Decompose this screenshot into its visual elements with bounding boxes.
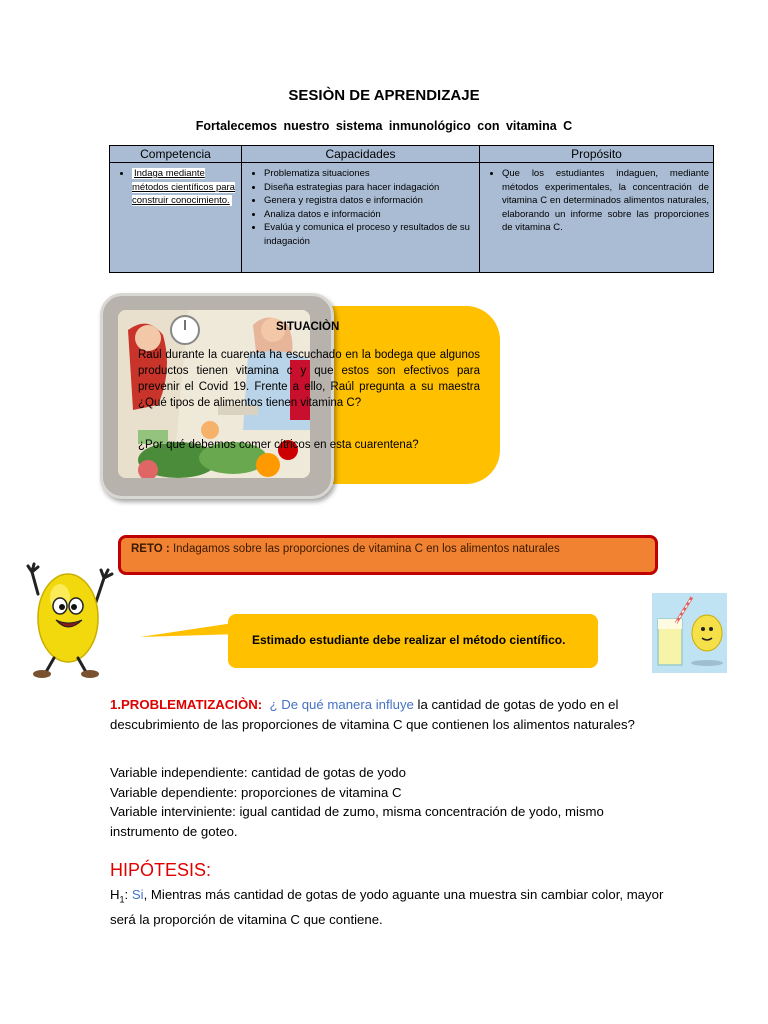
capacidad-item: • Analiza datos e información	[264, 208, 475, 222]
speech-bubble-tail	[140, 620, 240, 640]
variable-independiente: Variable independiente: cantidad de gotas de yodo	[110, 765, 406, 780]
capacidad-item: • Diseña estrategias para hacer indagación	[264, 181, 475, 195]
competencia-text: Indaga mediante métodos científicos para construir conocimiento.	[132, 168, 235, 206]
page-title: SESIÒN DE APRENDIZAJE	[288, 87, 480, 104]
capacidad-item: • Problematiza situaciones	[264, 167, 475, 181]
hipotesis-h: H	[110, 887, 120, 902]
capacidades-cell	[242, 163, 480, 273]
situation-title: SITUACIÒN	[276, 321, 340, 333]
page-subtitle: Fortalecemos nuestro sistema inmunológico con vitamina C	[195, 119, 573, 133]
proposito-text: • Que los estudiantes indaguen, mediante métodos experimentales, la concentración de vitamina C en determinados alimentos naturales, elaborando un informe sobre las proporciones de vitamina C.	[502, 167, 709, 235]
hipotesis-title: HIPÓTESIS:	[110, 860, 212, 880]
reto-text	[131, 543, 560, 555]
competency-table	[109, 145, 714, 273]
lemon-character-icon	[24, 562, 114, 680]
speech-text: Estimado estudiante debe realizar el método científico.	[252, 633, 566, 647]
hipotesis-text: , Mientras más cantidad de gotas de yodo aguante una muestra sin cambiar color, mayor será la proporción de vitamina C que contiene.	[110, 887, 664, 928]
hipotesis-sub: 1	[119, 894, 125, 905]
problem-label: 1.PROBLEMATIZACIÒN:	[110, 697, 263, 712]
hipotesis-paragraph	[110, 885, 670, 930]
situation-text: Raúl durante la cuarenta ha escuchado en la bodega que algunos productos tienen vitamina c y que estos son efectivos para prevenir el Covid 19. Frente a ello, Raúl pregunta a su maestra ¿Qué tipos de alimentos tienen vitamina C?	[138, 349, 480, 409]
variables-list	[110, 763, 670, 841]
problem-rest: la cantidad de gotas de yodo en el descubrimiento de las proporciones de vitamina C que contienen los alimentos naturales?	[110, 697, 635, 732]
problem-question: ¿ De qué manera influye	[269, 697, 414, 712]
hipotesis-si: Si	[131, 887, 144, 902]
table-header-capacidades: Capacidades	[242, 146, 480, 163]
table-header-competencia: Competencia	[110, 146, 242, 163]
reto-label: RETO :	[131, 543, 170, 555]
reto-box	[118, 535, 658, 575]
problem-paragraph	[110, 695, 670, 734]
lemonade-glass-icon	[652, 593, 727, 673]
hipotesis-colon: :	[124, 887, 132, 902]
table-header-proposito: Propósito	[480, 146, 714, 163]
variable-dependiente: Variable dependiente: proporciones de vitamina C	[110, 784, 402, 800]
competencia-cell	[110, 163, 242, 273]
proposito-cell	[480, 163, 714, 273]
capacidad-item: • Evalúa y comunica el proceso y resultados de su indagación	[264, 221, 475, 248]
capacidad-item: • Genera y registra datos e información	[264, 194, 475, 208]
reto-description: Indagamos sobre las proporciones de vitamina C en los alimentos naturales	[169, 543, 560, 555]
variable-interviniente: Variable interviniente: igual cantidad de zumo, misma concentración de yodo, mismo instrumento de goteo.	[110, 804, 604, 839]
situation-question: ¿Por qué debemos comer cítricos en esta cuarentena?	[138, 439, 419, 451]
